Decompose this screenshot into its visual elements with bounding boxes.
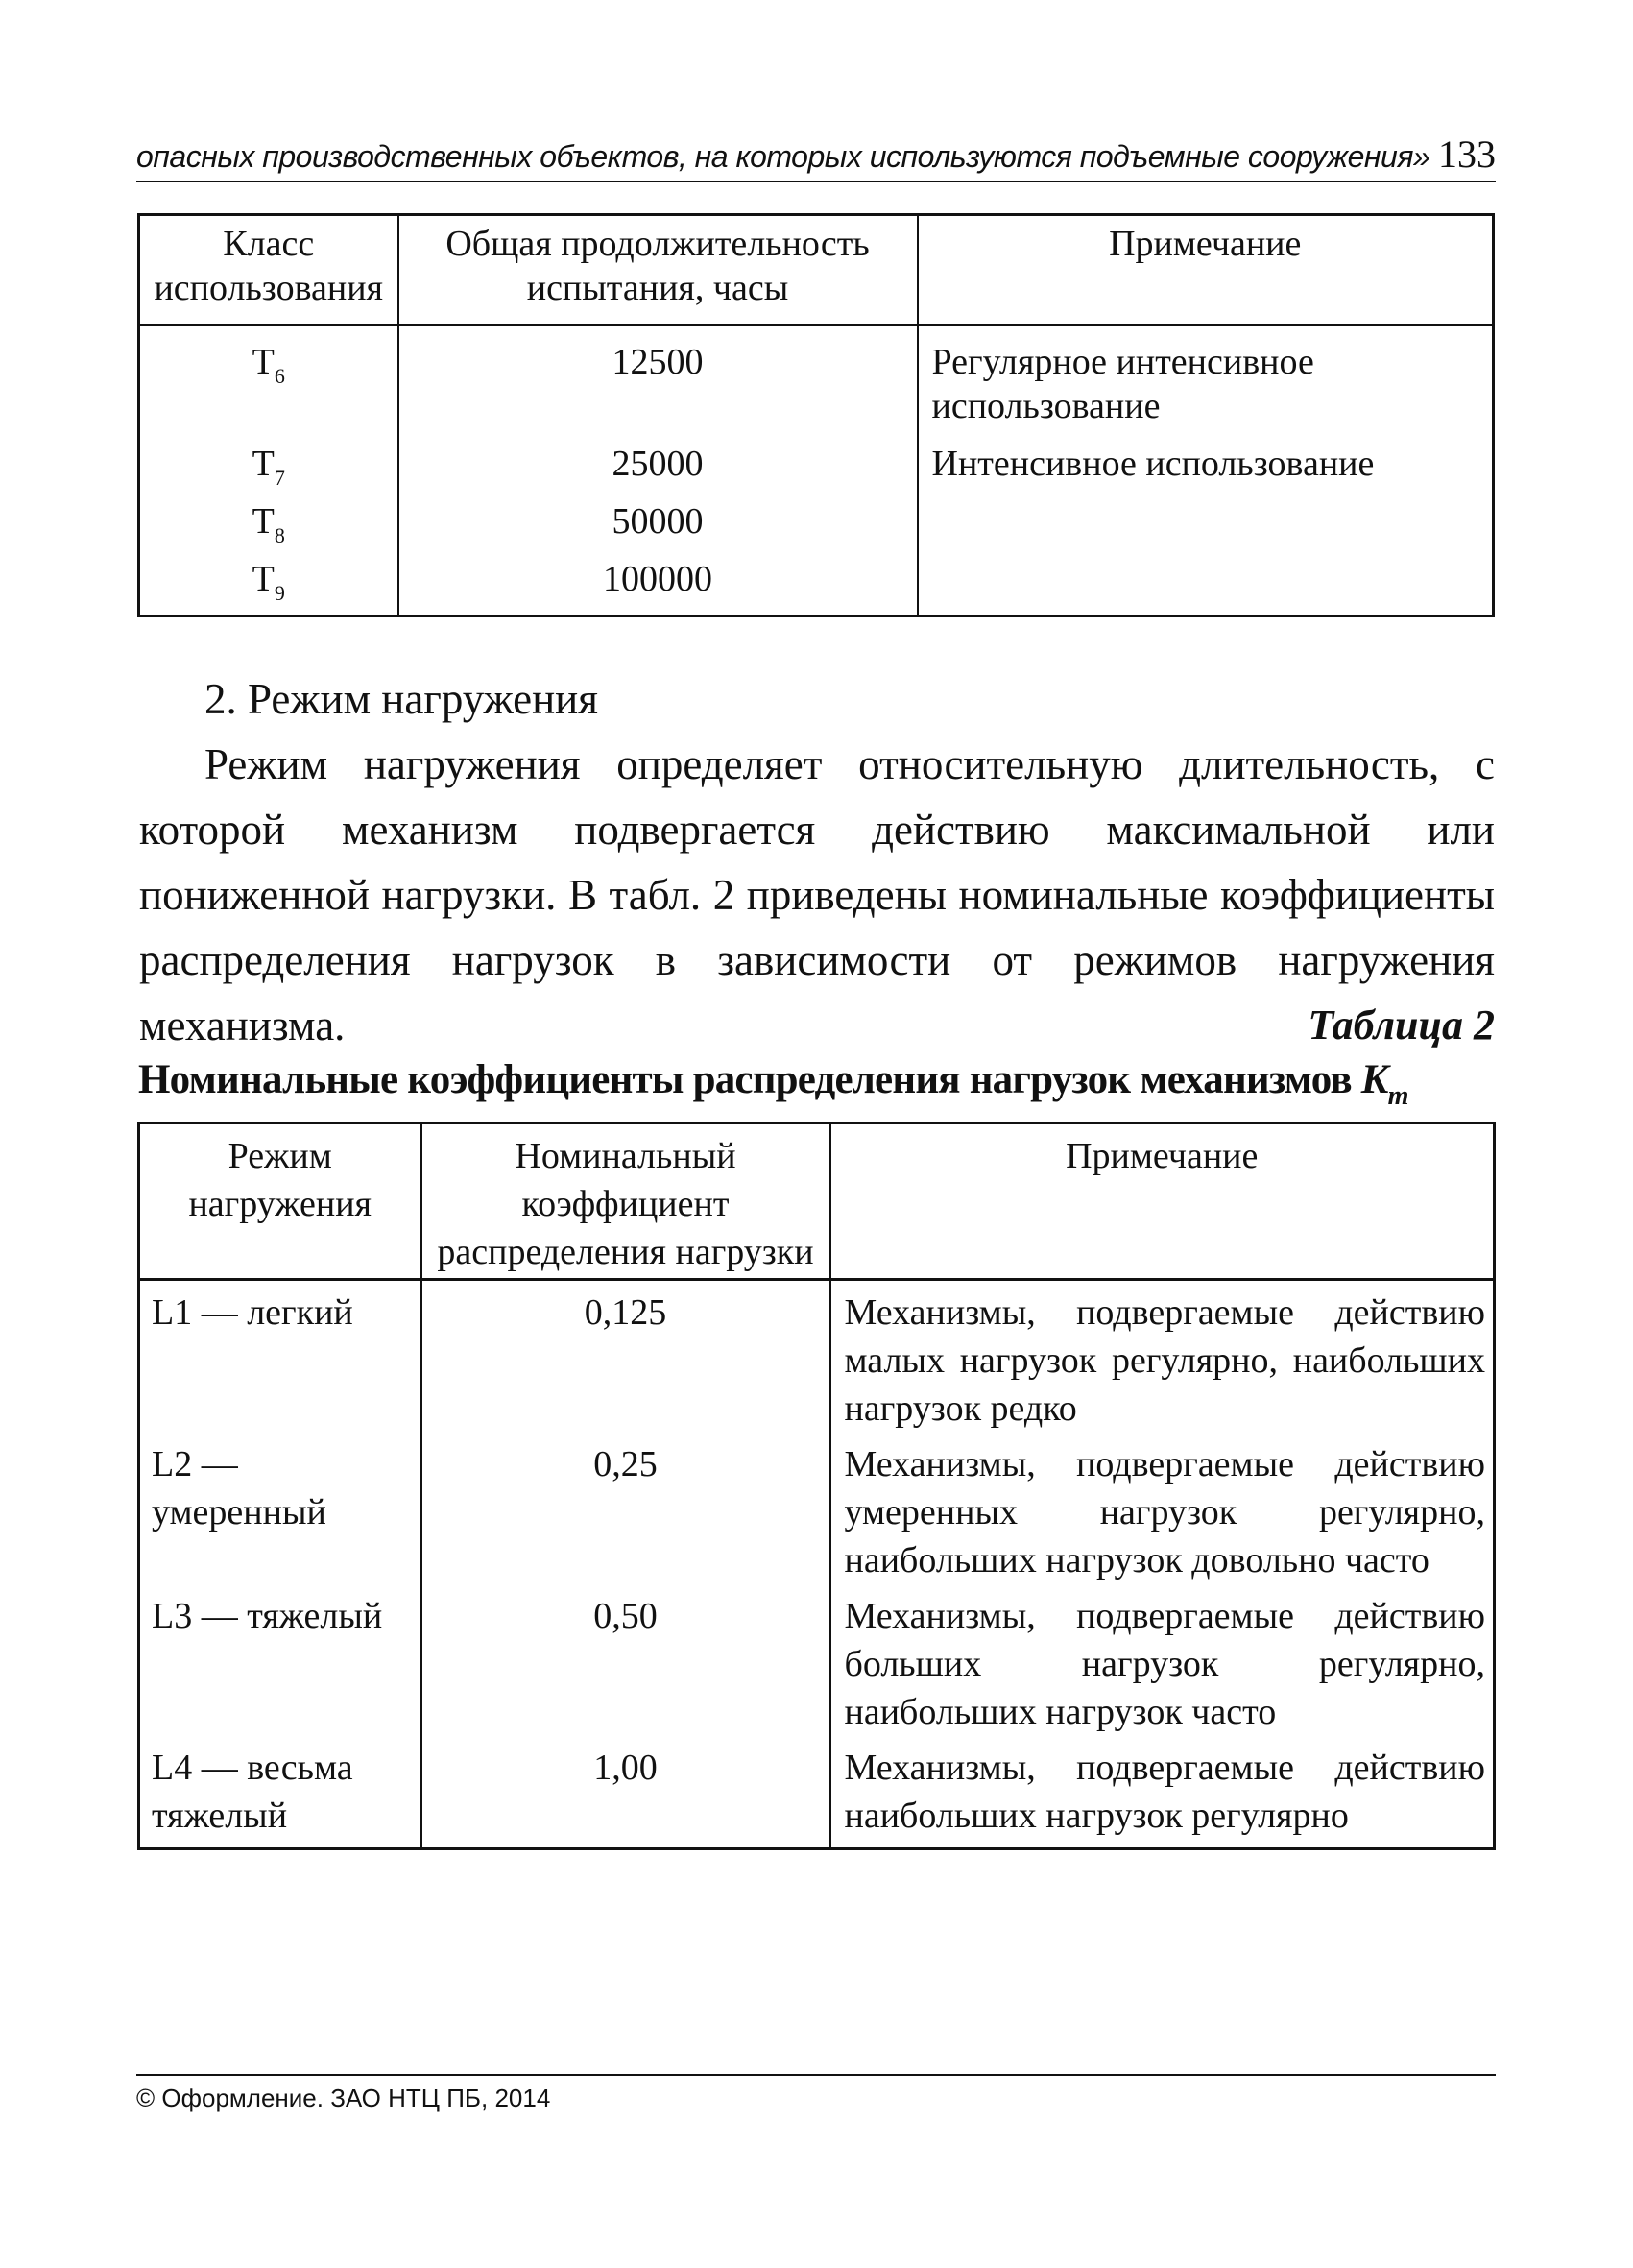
load-mode-cell: L2 — умеренный (139, 1433, 421, 1584)
usage-class-cell: $T_7$ (139, 428, 398, 486)
running-title: опасных производственных объектов, на которых используются подъемные сооружения» (136, 139, 1430, 174)
col-header-note: Примечание (918, 215, 1494, 326)
page-header (136, 133, 1496, 182)
page-number: 133 (1438, 133, 1496, 176)
table-row (139, 486, 1494, 543)
col-header-class: Класс использования (139, 215, 398, 326)
table-title: Номинальные коэффициенты распределения нагрузок механизмов $K_m$ (138, 1057, 1408, 1111)
coefficient-cell: 1,00 (421, 1736, 830, 1849)
note-cell: Механизмы, подвергаемые действию умеренных нагрузок регулярно, наибольших нагрузок довольно часто (830, 1433, 1495, 1584)
duration-cell: 50000 (398, 486, 918, 543)
col-header-note: Примечание (830, 1123, 1495, 1280)
duration-cell: 25000 (398, 428, 918, 486)
col-header-mode: Режим нагружения (139, 1123, 421, 1280)
k-symbol-subscript: m (1387, 1081, 1408, 1111)
k-symbol: K (1360, 1057, 1388, 1102)
table-header-row (139, 215, 1494, 326)
table-row (139, 1280, 1495, 1434)
table-row (139, 1736, 1495, 1849)
section-paragraph: Режим нагружения определяет относительную длительность, с которой механизм подвергается действию максимальной или пониженной нагрузки. В табл. 2 приведены номинальные коэффициенты распределения нагрузок в зависимости от режимов нагружения механизма. (139, 740, 1495, 1050)
usage-class-cell: $T_9$ (139, 543, 398, 616)
load-coefficient-table (137, 1122, 1496, 1850)
col-header-duration: Общая продолжительность испытания, часы (398, 215, 918, 326)
note-cell: Механизмы, подвергаемые действию малых нагрузок регулярно, наибольших нагрузок редко (830, 1280, 1495, 1434)
load-mode-cell: L3 — тяжелый (139, 1584, 421, 1736)
note-cell: Интенсивное использование (918, 428, 1494, 486)
coefficient-cell: 0,50 (421, 1584, 830, 1736)
coefficient-cell: 0,125 (421, 1280, 830, 1434)
footer-divider (136, 2074, 1496, 2076)
table-header-row (139, 1123, 1495, 1280)
col-header-coefficient: Номинальный коэффициент распределения нагрузки (421, 1123, 830, 1280)
table-row (139, 428, 1494, 486)
note-cell (918, 543, 1494, 616)
usage-class-cell: $T_8$ (139, 486, 398, 543)
usage-class-cell: $T_6$ (139, 326, 398, 429)
note-cell: Регулярное интенсивное использование (918, 326, 1494, 429)
table-row (139, 1584, 1495, 1736)
section-title: 2. Режим нагружения (204, 675, 598, 723)
table-label: Таблица 2 (1308, 1001, 1495, 1049)
usage-class-table (137, 213, 1495, 617)
load-mode-cell: L4 — весьма тяжелый (139, 1736, 421, 1849)
table-row (139, 1433, 1495, 1584)
note-cell: Механизмы, подвергаемые действию больших нагрузок регулярно, наибольших нагрузок часто (830, 1584, 1495, 1736)
table-row (139, 326, 1494, 429)
note-cell: Механизмы, подвергаемые действию наибольших нагрузок регулярно (830, 1736, 1495, 1849)
duration-cell: 100000 (398, 543, 918, 616)
coefficient-cell: 0,25 (421, 1433, 830, 1584)
table-row (139, 543, 1494, 616)
duration-cell: 12500 (398, 326, 918, 429)
note-cell (918, 486, 1494, 543)
copyright-footer: © Оформление. ЗАО НТЦ ПБ, 2014 (136, 2084, 551, 2112)
load-mode-cell: L1 — легкий (139, 1280, 421, 1434)
